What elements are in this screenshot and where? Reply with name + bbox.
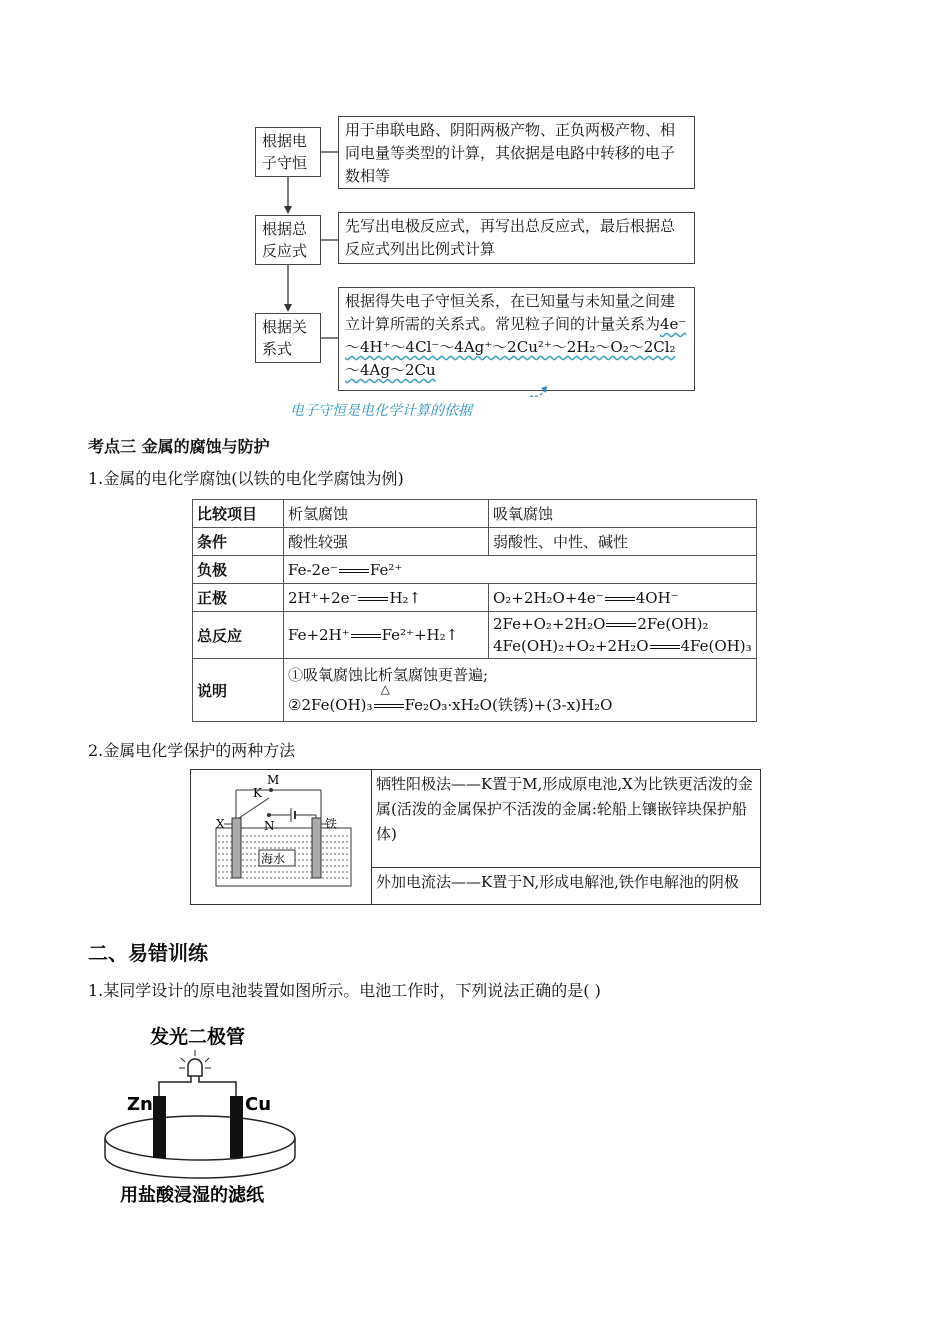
errors-q1: 1.某同学设计的原电池装置如图所示。电池工作时，下列说法正确的是( ) [88, 981, 601, 1000]
corrosion-table [192, 499, 757, 722]
row-condition-o: 弱酸性、中性、碱性 [489, 528, 757, 556]
label-iron: 铁 [325, 817, 338, 831]
table-row [193, 500, 757, 528]
row-condition-h: 酸性较强 [284, 528, 489, 556]
label-x: X [216, 817, 225, 831]
section3-item2: 2.金属电化学保护的两种方法 [88, 741, 296, 760]
eq-left: 2Fe+O₂+2H₂O [493, 615, 606, 633]
filter-paper-label: 用盐酸浸湿的滤纸 [120, 1185, 264, 1206]
equals-sign [606, 623, 636, 627]
label-m: M [267, 773, 280, 787]
eq-right: 2Fe(OH)₂ [637, 615, 709, 633]
eq-right: 4OH⁻ [635, 588, 679, 607]
row-condition-label: 条件 [193, 528, 284, 556]
table-row [191, 770, 761, 868]
eq-left: 2H⁺+2e⁻ [288, 588, 358, 607]
eq-left: Fe-2e⁻ [288, 560, 338, 579]
errors-title: 二、易错训练 [88, 941, 208, 965]
label-n: N [264, 819, 275, 833]
table-header-item: 比较项目 [193, 500, 284, 528]
equals-sign [358, 597, 388, 601]
table-header-h: 析氢腐蚀 [284, 500, 489, 528]
galvanic-cell-figure [95, 1018, 325, 1213]
flow-step2-label-text: 根据总反应式 [262, 220, 308, 260]
eq-right: Fe²⁺+H₂↑ [381, 626, 459, 644]
heat-equals [373, 682, 405, 720]
flow-step3-desc-text: 根据得失电子守恒关系，在已知量与未知量之间建立计算所需的关系式。常见粒子间的计量关系为 [345, 292, 676, 333]
equals-sign [339, 569, 369, 573]
eq-right: Fe²⁺ [369, 560, 403, 579]
cu-electrode [230, 1096, 243, 1158]
heat-icon: △ [380, 682, 390, 696]
eq-left: 4Fe(OH)₂+O₂+2H₂O [493, 637, 649, 655]
table-row [193, 528, 757, 556]
table-row [193, 584, 757, 612]
note-line1: ①吸氧腐蚀比析氢腐蚀更普遍; [288, 666, 489, 684]
eq-left: O₂+2H₂O+4e⁻ [493, 588, 604, 607]
note-eq-left: ②2Fe(OH)₃ [288, 696, 373, 714]
eq-right: H₂↑ [389, 588, 422, 607]
zn-electrode [153, 1096, 166, 1158]
note-eq-right: Fe₂O₃·xH₂O(铁锈)+(3-x)H₂O [404, 696, 613, 714]
section3-title: 考点三 金属的腐蚀与防护 [88, 437, 270, 456]
eq-left: Fe+2H⁺ [288, 626, 350, 644]
protection-diagram [191, 770, 371, 896]
row-positive-o [489, 584, 757, 612]
protection-diagram-cell [191, 770, 372, 905]
row-negative-label: 负极 [193, 556, 284, 584]
equals-sign [605, 597, 635, 601]
row-positive-label: 正极 [193, 584, 284, 612]
table-row [193, 659, 757, 722]
led-label: 发光二极管 [150, 1026, 246, 1048]
row-total-o [489, 612, 757, 659]
flow-step1-label-text: 根据电子守恒 [262, 132, 308, 172]
method-impressed-current: 外加电流法——K置于N,形成电解池,铁作电解池的阴极 [372, 868, 761, 905]
flow-step1-desc-text: 用于串联电路、阴阳两极产物、正负两极产物、相同电量等类型的计算，其依据是电路中转移的电子数相等 [345, 121, 676, 185]
flow-step3-label-text: 根据关系式 [262, 318, 308, 358]
flow-note: 电子守恒是电化学计算的依据 [290, 403, 472, 419]
led-icon [179, 1050, 211, 1076]
method-sacrificial: 牺牲阳极法——K置于M,形成原电池,X为比铁更活泼的金属(活泼的金属保护不活泼的金属:轮船上镶嵌锌块保护船体) [372, 770, 761, 868]
row-note-content [284, 659, 757, 722]
equals-sign [351, 634, 381, 638]
table-row [193, 556, 757, 584]
table-row [193, 612, 757, 659]
flow-connectors [0, 0, 950, 430]
row-negative-eq [284, 556, 757, 584]
table-header-o: 吸氧腐蚀 [489, 500, 757, 528]
row-total-label: 总反应 [193, 612, 284, 659]
section3-item1: 1.金属的电化学腐蚀(以铁的电化学腐蚀为例) [88, 469, 404, 488]
label-k: K [253, 786, 262, 800]
cu-label: Cu [245, 1094, 272, 1115]
label-sea: 海水 [261, 852, 286, 866]
equals-sign [650, 645, 680, 649]
row-positive-h [284, 584, 489, 612]
row-total-h [284, 612, 489, 659]
flow-step2-desc-text: 先写出电极反应式，再写出总反应式，最后根据总反应式列出比例式计算 [345, 217, 676, 258]
zn-label: Zn [127, 1094, 153, 1115]
row-note-label: 说明 [193, 659, 284, 722]
flow-step3-relation: 4e⁻～4H⁺～4Cl⁻～4Ag⁺～2Cu²⁺～2H₂～O₂～2Cl₂～4Ag～2Cu [345, 315, 687, 379]
eq-right: 4Fe(OH)₃ [680, 637, 752, 655]
protection-table [190, 769, 761, 905]
